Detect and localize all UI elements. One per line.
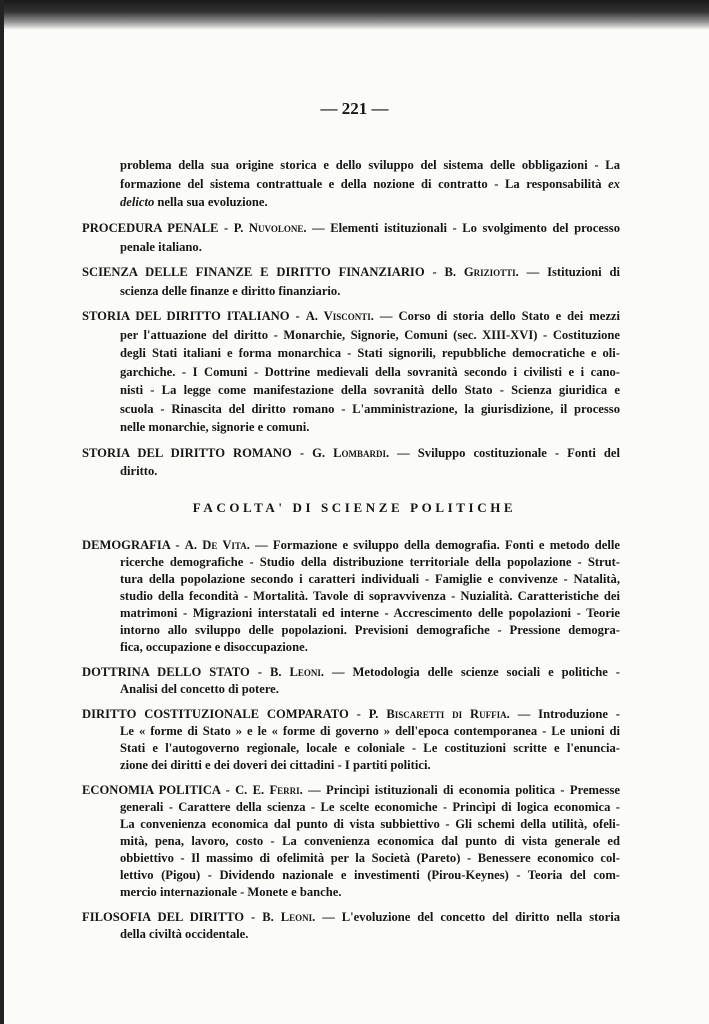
course-subject: DOTTRINA DELLO STATO - bbox=[82, 665, 270, 679]
course-subject: SCIENZA DELLE FINANZE E DIRITTO FINANZIARIO - bbox=[82, 265, 445, 279]
text-line: tura della popolazione secondo i caratteri individuali - Famiglie e convivenze - Natalità, bbox=[120, 572, 620, 586]
faculty-heading: FACOLTA' DI SCIENZE POLITICHE bbox=[192, 500, 517, 515]
course-subject: FILOSOFIA DEL DIRITTO - bbox=[82, 910, 263, 924]
entry-first-line bbox=[82, 307, 620, 326]
course-entry bbox=[82, 706, 620, 774]
course-description: — Formazione e sviluppo della demografia. Fonti e metodo delle bbox=[249, 538, 620, 552]
text-line: Stati e l'autogoverno regionale, locale e coloniale - Le costituzioni scritte e l'enuncia- bbox=[120, 741, 620, 755]
text-line bbox=[82, 175, 620, 194]
course-subject: DEMOGRAFIA - bbox=[82, 538, 185, 552]
entry-first-line bbox=[82, 909, 620, 926]
entry-first-line bbox=[82, 706, 620, 723]
course-description: — Princìpi istituzionali di economia politica - Premesse bbox=[302, 783, 620, 797]
text-line: ricerche demografiche - Studio della distribuzione territoriale della popolazione - Strut- bbox=[120, 555, 620, 569]
text-line: nelle monarchie, signorie e comuni. bbox=[120, 420, 310, 434]
course-description: — Istituzioni di bbox=[518, 265, 620, 279]
text-line: nisti - La legge come manifestazione della sovranità dello Stato - Scienza giuridica e bbox=[120, 383, 620, 397]
text-line: mità, pena, lavoro, costo - La convenienza economica dal punto di vista generale ed bbox=[120, 834, 620, 848]
text-line: problema della sua origine storica e dello sviluppo del sistema delle obbligazioni - La bbox=[120, 158, 620, 172]
course-author: C. E. Ferri. bbox=[235, 783, 303, 797]
course-description: — Sviluppo costituzionale - Fonti del bbox=[389, 445, 620, 460]
text-line: zione dei diritti e dei doveri dei cittadini - I partiti politici. bbox=[120, 758, 431, 772]
text-line: intorno allo sviluppo delle popolazioni. Previsioni demografiche - Pressione demogra- bbox=[120, 623, 620, 637]
text-line: generali - Carattere della scienza - Le scelte economiche - Princìpi di logica economica - bbox=[120, 800, 620, 814]
text-line: della civiltà occidentale. bbox=[120, 927, 249, 941]
course-author: P. Nuvolone. bbox=[233, 221, 307, 235]
course-author: B. Leoni. bbox=[262, 910, 316, 924]
text-line: mercio internazionale - Monete e banche. bbox=[120, 885, 342, 899]
text-line: matrimoni - Migrazioni interstatali ed interne - Accrescimento delle popolazioni - Teorie bbox=[120, 606, 620, 620]
text-line: lettivo (Pigou) - Dividendo nazionale e investimenti (Pirou-Keynes) - Teoria del com- bbox=[120, 868, 620, 882]
italic-term: ex bbox=[608, 176, 620, 191]
text-line: Analisi del concetto di potere. bbox=[120, 682, 279, 696]
scan-edge-shadow bbox=[0, 0, 709, 30]
course-entry bbox=[82, 444, 620, 481]
course-subject: DIRITTO COSTITUZIONALE COMPARATO - bbox=[82, 707, 369, 721]
course-entry bbox=[82, 307, 620, 437]
entry-first-line bbox=[82, 444, 620, 463]
text-line: per l'attuazione del diritto - Monarchie, Signorie, Comuni (sec. XIII-XVI) - Costituzione bbox=[120, 327, 620, 342]
entry-first-line bbox=[82, 664, 620, 681]
course-author: A. De Vita. bbox=[184, 538, 250, 552]
entry-first-line bbox=[82, 219, 620, 238]
course-entry bbox=[82, 219, 620, 256]
course-list-law bbox=[82, 219, 620, 488]
text-line: La convenienza economica dal punto di vista subbiettivo - Gli schemi della utilità, ofeli- bbox=[120, 817, 620, 831]
course-entry bbox=[82, 909, 620, 943]
course-description: — Elementi istituzionali - Lo svolgimento del processo bbox=[306, 221, 620, 235]
course-subject: STORIA DEL DIRITTO ITALIANO - bbox=[82, 309, 306, 323]
text-line: fica, occupazione e disoccupazione. bbox=[120, 640, 308, 654]
course-author: B. Leoni. bbox=[269, 665, 325, 679]
text-line: penale italiano. bbox=[120, 239, 202, 254]
text-span: formazione del sistema contrattuale e della nozione di contratto - La responsabilità bbox=[120, 176, 602, 191]
page-number: — 221 — bbox=[320, 99, 389, 118]
course-subject: PROCEDURA PENALE - bbox=[82, 221, 234, 235]
course-entry bbox=[82, 537, 620, 656]
text-line: garchiche. - I Comuni - Dottrine medievali della sovranità secondo i civilisti e i cano- bbox=[120, 364, 620, 379]
text-line: scienza delle finanze e diritto finanziario. bbox=[120, 283, 341, 298]
italic-term: delicto bbox=[120, 195, 155, 209]
entry-first-line bbox=[82, 537, 620, 554]
course-list-political-science bbox=[82, 537, 620, 951]
course-author: P. Biscaretti di Ruffia. bbox=[368, 707, 510, 721]
course-subject: ECONOMIA POLITICA - bbox=[82, 783, 236, 797]
course-description: — L'evoluzione del concetto del diritto nella storia bbox=[315, 910, 620, 924]
text-line: Le « forme di Stato » e le « forme di governo » dell'epoca contemporanea - Le unioni di bbox=[120, 724, 620, 738]
entry-first-line bbox=[82, 263, 620, 282]
text-line: studio della fecondità - Mortalità. Tavole di sopravvivenza - Nuzialità. Caratteristiche dei bbox=[120, 589, 620, 603]
course-entry bbox=[82, 664, 620, 698]
text-line: scuola - Rinascita del diritto romano - L'amministrazione, la giurisdizione, il processo bbox=[120, 401, 620, 416]
course-description: — Corso di storia dello Stato e dei mezzi bbox=[373, 309, 620, 323]
text-line: obbiettivo - Il massimo di ofelimità per la Società (Pareto) - Benessere economico col- bbox=[120, 851, 620, 865]
course-subject: STORIA DEL DIRITTO ROMANO - bbox=[82, 445, 313, 460]
text-line: degli Stati italiani e forma monarchica - Stati signorili, repubbliche democratiche e oli- bbox=[120, 346, 620, 360]
course-description: — Metodologia delle scienze sociali e politiche - bbox=[324, 665, 620, 679]
text-span: nella sua evoluzione. bbox=[154, 195, 268, 209]
entry-first-line bbox=[82, 782, 620, 799]
course-entry bbox=[82, 782, 620, 901]
intro-paragraph bbox=[82, 156, 620, 212]
text-line bbox=[82, 193, 620, 212]
course-entry bbox=[82, 263, 620, 300]
course-description: — Introduzione - bbox=[509, 707, 620, 721]
course-author: B. Griziotti. bbox=[444, 265, 519, 279]
course-author: G. Lombardi. bbox=[312, 445, 390, 460]
course-author: A. Visconti. bbox=[305, 309, 374, 323]
text-line: diritto. bbox=[120, 464, 158, 478]
